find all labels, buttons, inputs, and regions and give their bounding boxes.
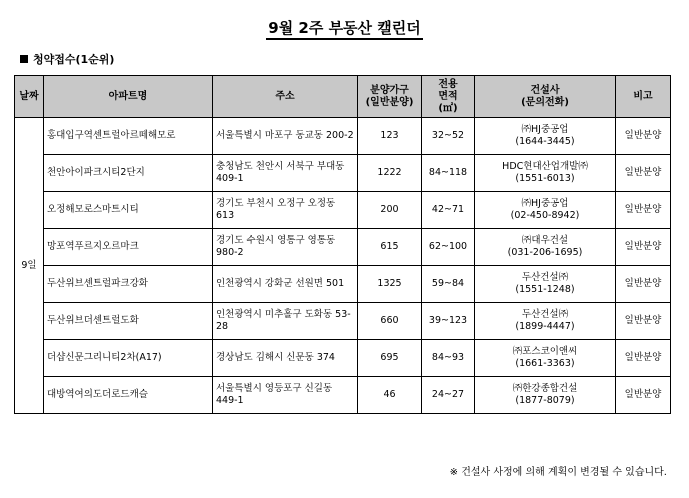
units-cell: 46 bbox=[358, 377, 422, 414]
table-row bbox=[15, 229, 671, 266]
area-cell: 24~27 bbox=[422, 377, 475, 414]
apartment-name: 더샵신문그리니티2차(A17) bbox=[44, 340, 213, 377]
header-builder-line1: 건설사 bbox=[530, 84, 560, 96]
builder-name: ㈜대우건설 bbox=[521, 235, 569, 246]
address-cell: 경기도 부천시 오정구 오정동 613 bbox=[213, 192, 358, 229]
apartment-name: 대방역여의도더로드캐슬 bbox=[44, 377, 213, 414]
apartment-name: 두산위브더센트럴도화 bbox=[44, 303, 213, 340]
apartment-name: 망포역푸르지오르마크 bbox=[44, 229, 213, 266]
header-units-line1: 분양가구 bbox=[370, 84, 409, 96]
date-cell: 9일 bbox=[15, 118, 44, 414]
header-area-line2: 면적 bbox=[438, 90, 458, 102]
builder-cell bbox=[475, 229, 616, 266]
header-area bbox=[422, 76, 475, 118]
section-heading-label: 청약접수(1순위) bbox=[33, 53, 115, 66]
black-square-icon bbox=[20, 55, 28, 63]
note-cell: 일반분양 bbox=[616, 377, 671, 414]
apartment-name: 홍대입구역센트럴아르떼해모로 bbox=[44, 118, 213, 155]
units-cell: 660 bbox=[358, 303, 422, 340]
builder-phone: (1661-3363) bbox=[515, 358, 575, 369]
table-row bbox=[15, 118, 671, 155]
address-cell: 인천광역시 강화군 선원면 501 bbox=[213, 266, 358, 303]
area-cell: 39~123 bbox=[422, 303, 475, 340]
area-cell: 84~118 bbox=[422, 155, 475, 192]
units-cell: 123 bbox=[358, 118, 422, 155]
builder-phone: (031-206-1695) bbox=[507, 247, 583, 258]
header-address: 주소 bbox=[213, 76, 358, 118]
units-cell: 1222 bbox=[358, 155, 422, 192]
area-cell: 42~71 bbox=[422, 192, 475, 229]
apartment-name: 두산위브센트럴파크강화 bbox=[44, 266, 213, 303]
address-cell: 인천광역시 미추홀구 도화동 53-28 bbox=[213, 303, 358, 340]
note-cell: 일반분양 bbox=[616, 266, 671, 303]
builder-cell bbox=[475, 303, 616, 340]
address-cell: 경기도 수원시 영통구 영통동 980-2 bbox=[213, 229, 358, 266]
note-cell: 일반분양 bbox=[616, 340, 671, 377]
builder-name: HDC현대산업개발㈜ bbox=[502, 161, 588, 172]
header-units bbox=[358, 76, 422, 118]
note-cell: 일반분양 bbox=[616, 229, 671, 266]
units-cell: 1325 bbox=[358, 266, 422, 303]
table-row bbox=[15, 340, 671, 377]
address-cell: 경상남도 김해시 신문동 374 bbox=[213, 340, 358, 377]
table-row bbox=[15, 155, 671, 192]
page-title bbox=[0, 18, 689, 38]
note-cell: 일반분양 bbox=[616, 192, 671, 229]
builder-name: ㈜포스코이앤씨 bbox=[512, 346, 578, 357]
table-row bbox=[15, 377, 671, 414]
area-cell: 32~52 bbox=[422, 118, 475, 155]
table-row bbox=[15, 303, 671, 340]
header-area-line1: 전용 bbox=[438, 78, 458, 90]
units-cell: 200 bbox=[358, 192, 422, 229]
builder-cell bbox=[475, 192, 616, 229]
builder-phone: (1899-4447) bbox=[515, 321, 575, 332]
note-cell: 일반분양 bbox=[616, 155, 671, 192]
header-area-line3: (㎡) bbox=[438, 102, 458, 114]
footnote: ※ 건설사 사정에 의해 계획이 변경될 수 있습니다. bbox=[449, 467, 667, 478]
page-title-text: 9월 2주 부동산 캘린더 bbox=[266, 19, 422, 40]
units-cell: 615 bbox=[358, 229, 422, 266]
builder-name: 두산건설㈜ bbox=[521, 272, 569, 283]
builder-name: ㈜HJ중공업 bbox=[521, 124, 569, 135]
header-builder-line2: (문의전화) bbox=[521, 96, 569, 108]
apartment-name: 천안아이파크시티2단지 bbox=[44, 155, 213, 192]
header-date: 날짜 bbox=[15, 76, 44, 118]
builder-name: ㈜한강종합건설 bbox=[512, 383, 578, 394]
table-header-row bbox=[15, 76, 671, 118]
note-cell: 일반분양 bbox=[616, 118, 671, 155]
table-row bbox=[15, 266, 671, 303]
table-row bbox=[15, 192, 671, 229]
builder-cell bbox=[475, 377, 616, 414]
header-builder bbox=[475, 76, 616, 118]
builder-phone: (1877-8079) bbox=[515, 395, 575, 406]
header-note: 비고 bbox=[616, 76, 671, 118]
header-units-line2: (일반분양) bbox=[365, 96, 414, 108]
builder-cell bbox=[475, 155, 616, 192]
builder-name: ㈜HJ중공업 bbox=[521, 198, 569, 209]
header-apartment: 아파트명 bbox=[44, 76, 213, 118]
builder-cell bbox=[475, 118, 616, 155]
builder-phone: (1644-3445) bbox=[515, 136, 575, 147]
area-cell: 84~93 bbox=[422, 340, 475, 377]
builder-name: 두산건설㈜ bbox=[521, 309, 569, 320]
units-cell: 695 bbox=[358, 340, 422, 377]
area-cell: 59~84 bbox=[422, 266, 475, 303]
address-cell: 서울특별시 마포구 동교동 200-2 bbox=[213, 118, 358, 155]
apartment-name: 오정해모로스마트시티 bbox=[44, 192, 213, 229]
section-heading bbox=[20, 52, 114, 68]
address-cell: 충청남도 천안시 서북구 부대동 409-1 bbox=[213, 155, 358, 192]
builder-phone: (02-450-8942) bbox=[510, 210, 580, 221]
area-cell: 62~100 bbox=[422, 229, 475, 266]
address-cell: 서울특별시 영등포구 신길동 449-1 bbox=[213, 377, 358, 414]
builder-cell bbox=[475, 266, 616, 303]
builder-cell bbox=[475, 340, 616, 377]
subscription-calendar-table bbox=[14, 75, 671, 414]
note-cell: 일반분양 bbox=[616, 303, 671, 340]
builder-phone: (1551-1248) bbox=[515, 284, 575, 295]
builder-phone: (1551-6013) bbox=[515, 173, 575, 184]
